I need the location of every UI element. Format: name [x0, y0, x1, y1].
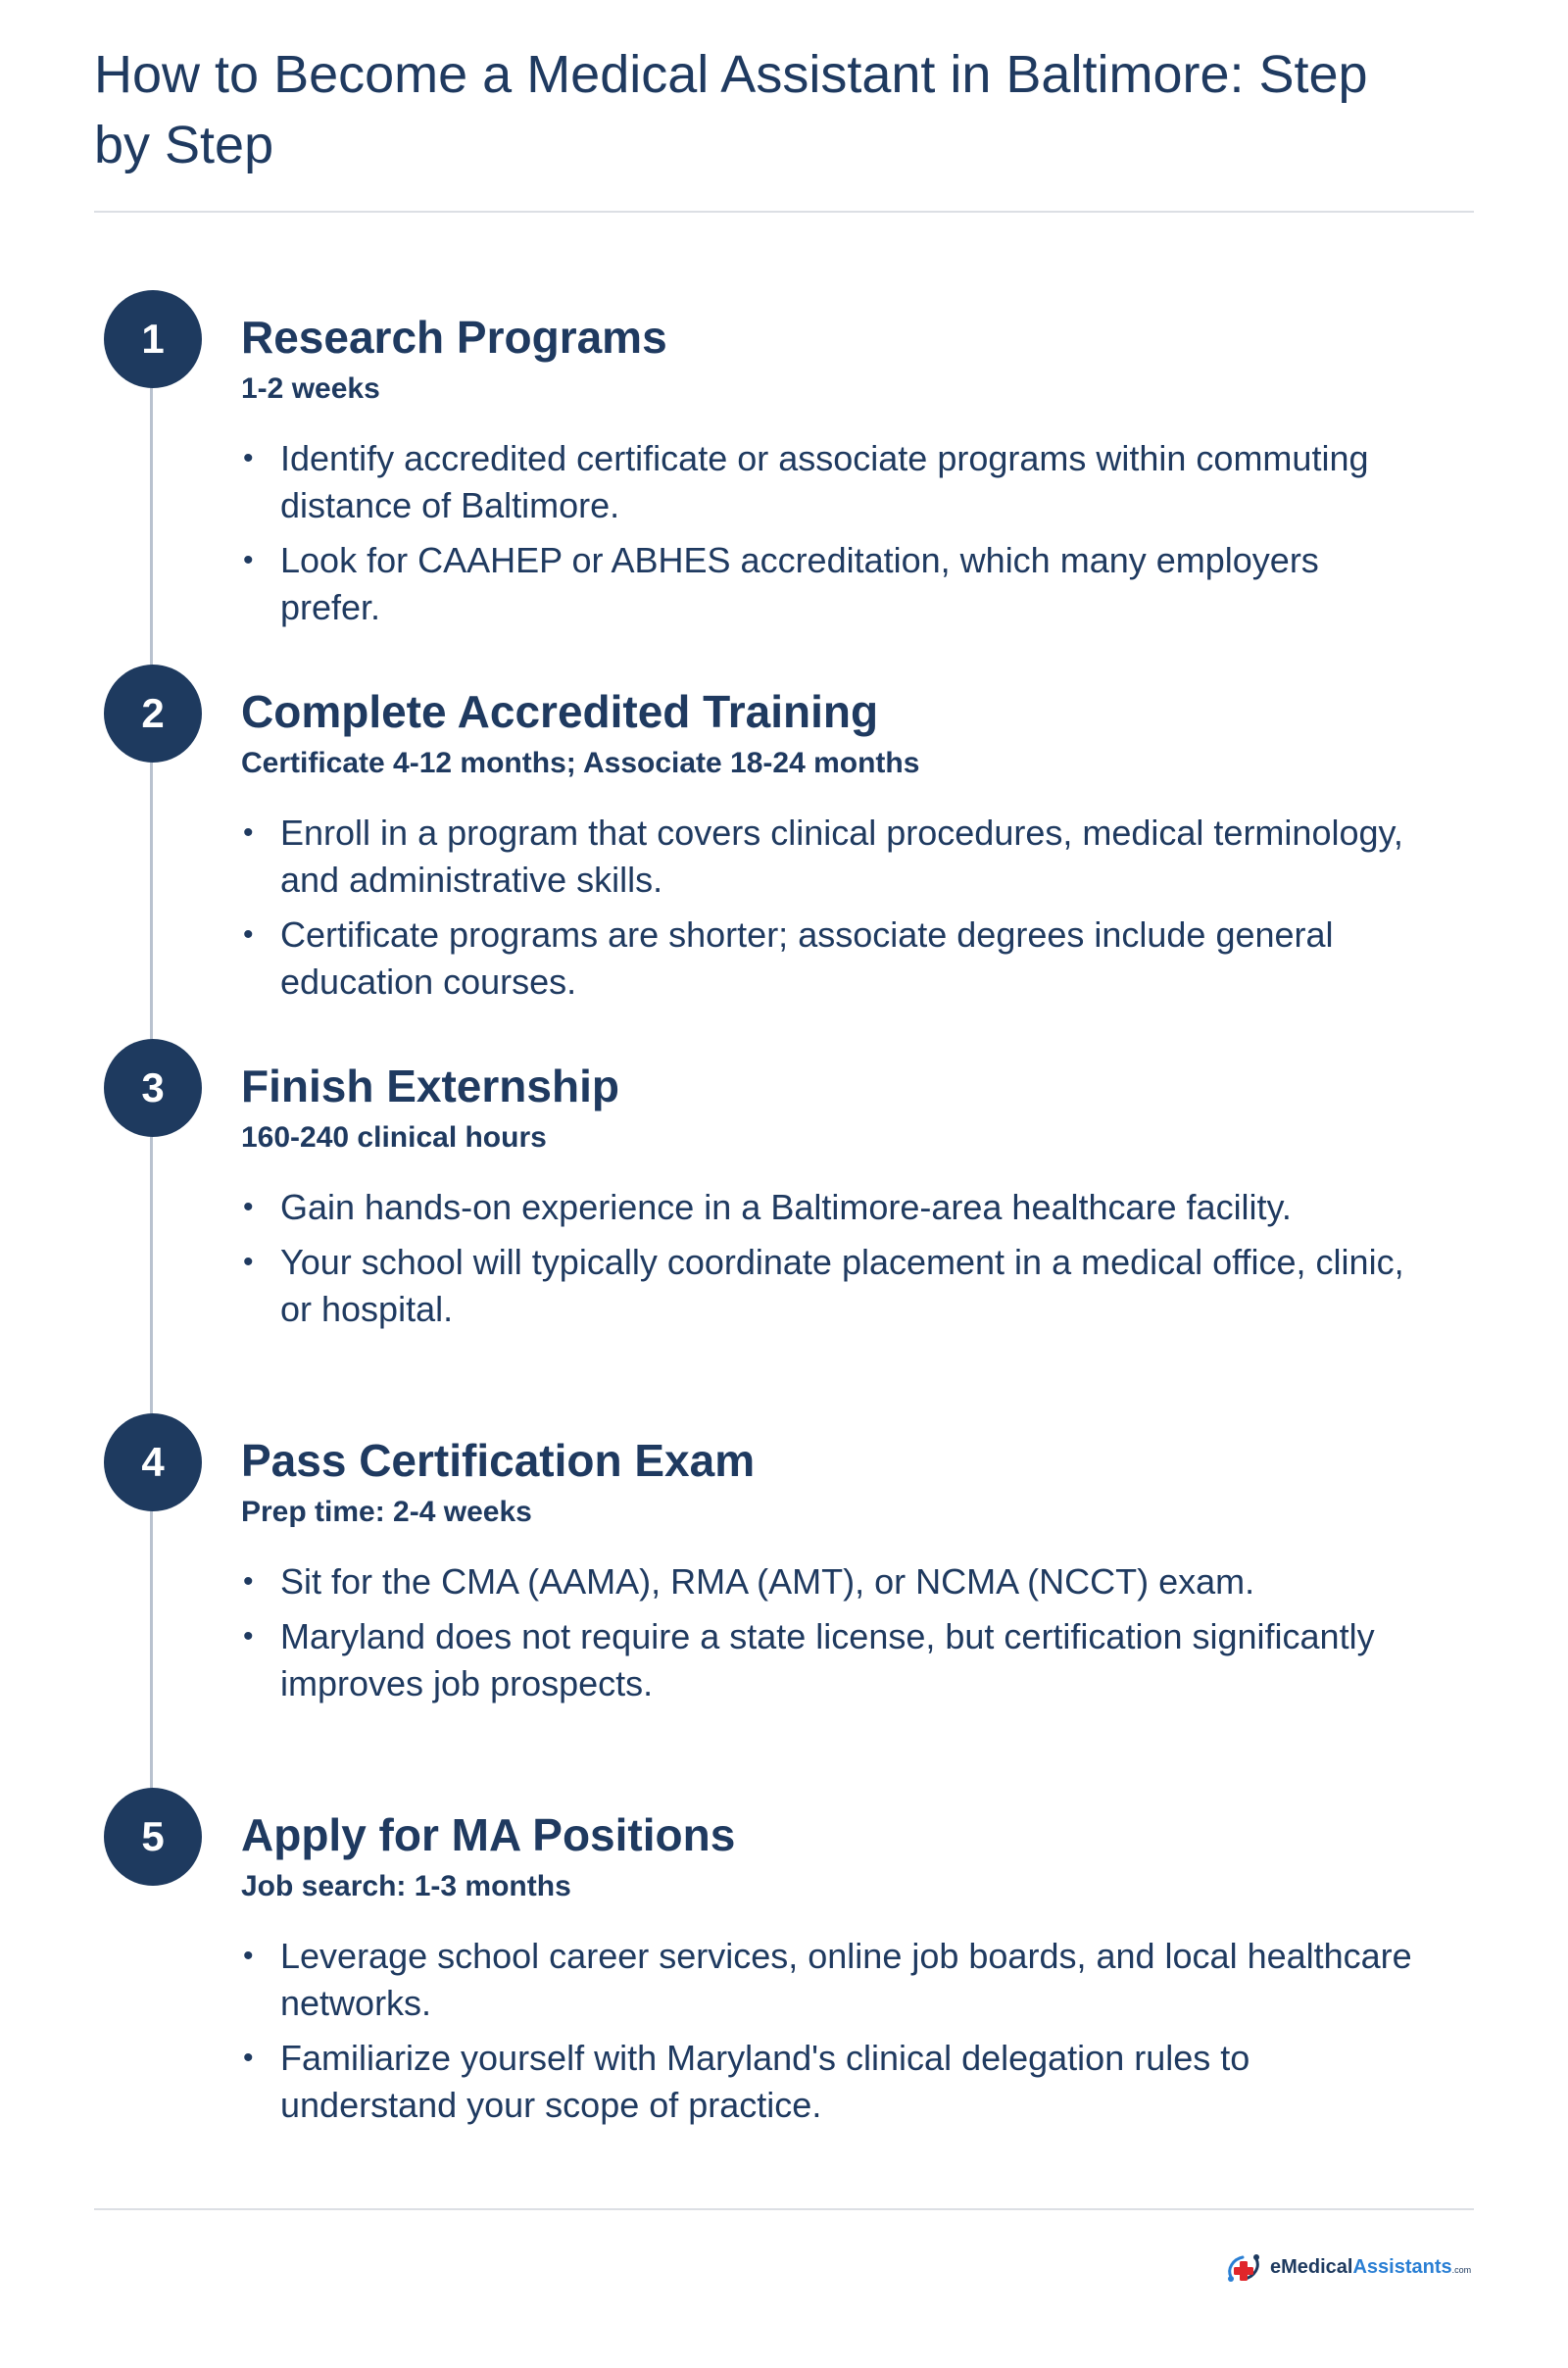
bullet-dot-icon: • [243, 1620, 254, 1653]
step-bullet-list [241, 1558, 1417, 1715]
medical-cross-logo-icon [1223, 2247, 1264, 2289]
step-duration: 160-240 clinical hours [241, 1121, 547, 1154]
bullet-text: Sit for the CMA (AAMA), RMA (AMT), or NCMA (NCCT) exam. [280, 1561, 1255, 1602]
step-bullet-list [241, 1184, 1417, 1341]
bullet-dot-icon: • [243, 918, 254, 951]
logo-wordmark: eMedicalAssistants.com [1270, 2255, 1472, 2278]
step-title: Research Programs [241, 312, 667, 363]
bullet-item [241, 537, 1417, 631]
bullet-item [241, 912, 1417, 1006]
step-title: Finish Externship [241, 1061, 619, 1111]
bullet-text: Certificate programs are shorter; associate degrees include general education courses. [280, 914, 1334, 1002]
bullet-dot-icon: • [243, 442, 254, 474]
step-number-badge: 3 [104, 1039, 202, 1137]
bullet-text: Maryland does not require a state license, but certification significantly improves job prospects. [280, 1616, 1375, 1703]
step-title: Complete Accredited Training [241, 686, 879, 737]
bullet-item [241, 810, 1417, 904]
bullet-item [241, 435, 1417, 529]
bullet-item [241, 1184, 1417, 1231]
bullet-text: Gain hands-on experience in a Baltimore-area healthcare facility. [280, 1187, 1292, 1227]
bullet-text: Leverage school career services, online job boards, and local healthcare networks. [280, 1936, 1412, 2023]
header-divider [94, 211, 1474, 213]
bullet-text: Familiarize yourself with Maryland's clinical delegation rules to understand your scope of practice. [280, 2038, 1250, 2125]
bullet-text: Look for CAAHEP or ABHES accreditation, which many employers prefer. [280, 540, 1319, 627]
bullet-item [241, 1558, 1417, 1605]
step-bullet-list [241, 1933, 1417, 2137]
step-duration: 1-2 weeks [241, 372, 380, 405]
step-number-badge: 4 [104, 1413, 202, 1511]
step-duration: Job search: 1-3 months [241, 1870, 571, 1902]
page-title: How to Become a Medical Assistant in Baltimore: Step by Step [94, 45, 1368, 174]
emedicalassistants-logo[interactable] [1223, 2245, 1471, 2292]
step-number-badge: 1 [104, 290, 202, 388]
bullet-item [241, 1933, 1417, 2027]
bullet-item [241, 1613, 1417, 1707]
footer-divider [94, 2208, 1474, 2210]
bullet-dot-icon: • [243, 1191, 254, 1223]
bullet-dot-icon: • [243, 1565, 254, 1598]
bullet-dot-icon: • [243, 2042, 254, 2074]
step-duration: Certificate 4-12 months; Associate 18-24 months [241, 747, 920, 779]
bullet-dot-icon: • [243, 544, 254, 576]
bullet-dot-icon: • [243, 1246, 254, 1278]
bullet-dot-icon: • [243, 1940, 254, 1972]
bullet-item [241, 1239, 1417, 1333]
bullet-item [241, 2035, 1417, 2129]
bullet-text: Your school will typically coordinate placement in a medical office, clinic, or hospital. [280, 1242, 1404, 1329]
step-duration: Prep time: 2-4 weeks [241, 1496, 532, 1528]
step-title: Apply for MA Positions [241, 1809, 736, 1860]
step-number-badge: 2 [104, 665, 202, 763]
step-number-badge: 5 [104, 1788, 202, 1886]
step-title: Pass Certification Exam [241, 1435, 756, 1486]
bullet-text: Enroll in a program that covers clinical procedures, medical terminology, and administrative skills. [280, 813, 1403, 900]
bullet-text: Identify accredited certificate or associate programs within commuting distance of Baltimore. [280, 438, 1369, 525]
bullet-dot-icon: • [243, 816, 254, 849]
step-bullet-list [241, 435, 1417, 639]
step-bullet-list [241, 810, 1417, 1013]
